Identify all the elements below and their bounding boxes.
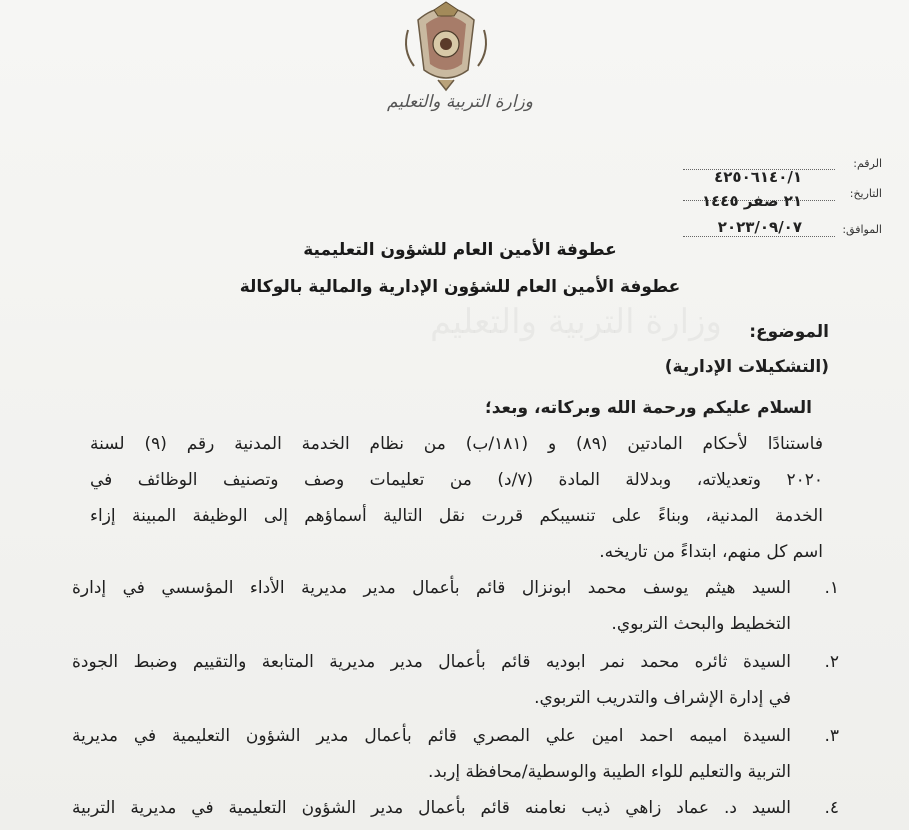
item-number: ٤.: [824, 798, 839, 818]
corresponding-label: الموافق:: [842, 223, 882, 236]
item-number: ٢.: [824, 652, 839, 672]
addressee-line: عطوفة الأمين العام للشؤون التعليمية: [303, 240, 617, 260]
body-line: فاستنادًا لأحكام المادتين (٨٩) و (١٨١/ب) من نظام الخدمة المدنية رقم (٩) لسنة: [90, 434, 823, 454]
item-line: التربية والتعليم للواء الطيبة والوسطية/محافظة إربد.: [428, 762, 791, 782]
ministry-watermark: [430, 302, 722, 342]
date-label: التاريخ:: [849, 187, 882, 200]
item-line: السيدة ثائره محمد نمر ابوديه قائم بأعمال مدير مديرية المتابعة والتقييم وضبط الجودة: [72, 652, 791, 672]
item-line: في إدارة الإشراف والتدريب التربوي.: [534, 688, 791, 708]
greeting: السلام عليكم ورحمة الله وبركاته، وبعد؛: [484, 398, 812, 418]
item-line: السيد هيثم يوسف محمد ابونزال قائم بأعمال مدير مديرية الأداء المؤسسي في إدارة: [72, 578, 791, 598]
item-number: ١.: [824, 578, 839, 598]
corresponding-dotted-line: [683, 236, 835, 237]
number-label: الرقم:: [853, 157, 882, 170]
subject-label: الموضوع:: [749, 322, 829, 342]
date-value: ٢١ صفر ١٤٤٥: [701, 192, 802, 210]
body-line: الخدمة المدنية، وبناءً على تنسيبكم قررت نقل التالية أسماؤهم إلى الوظيفة المبينة إزاء: [90, 506, 823, 526]
ministry-name: وزارة التربية والتعليم: [387, 92, 533, 112]
royal-emblem-icon: [398, 0, 494, 92]
corresponding-value: ٢٠٢٣/٠٩/٠٧: [717, 218, 802, 236]
number-value: ٤٢٥٠٦١٤٠/١: [714, 168, 802, 186]
item-line: السيدة اميمه احمد امين علي المصري قائم بأعمال مدير الشؤون التعليمية في مديرية: [72, 726, 791, 746]
item-line: السيد د. عماد زاهي ذيب نعامنه قائم بأعمال مدير الشؤون التعليمية في مديرية التربية: [72, 798, 791, 818]
subject-value: (التشكيلات الإدارية): [664, 357, 829, 377]
body-line: اسم كل منهم، ابتداءً من تاريخه.: [599, 542, 823, 562]
item-line: التخطيط والبحث التربوي.: [611, 614, 791, 634]
addressee-line: عطوفة الأمين العام للشؤون الإدارية والمالية بالوكالة: [239, 277, 681, 297]
body-line: ٢٠٢٠ وتعديلاته، وبدلالة المادة (٧/د) من تعليمات وصف وتصنيف الوظائف في: [90, 470, 824, 490]
item-number: ٣.: [824, 726, 839, 746]
